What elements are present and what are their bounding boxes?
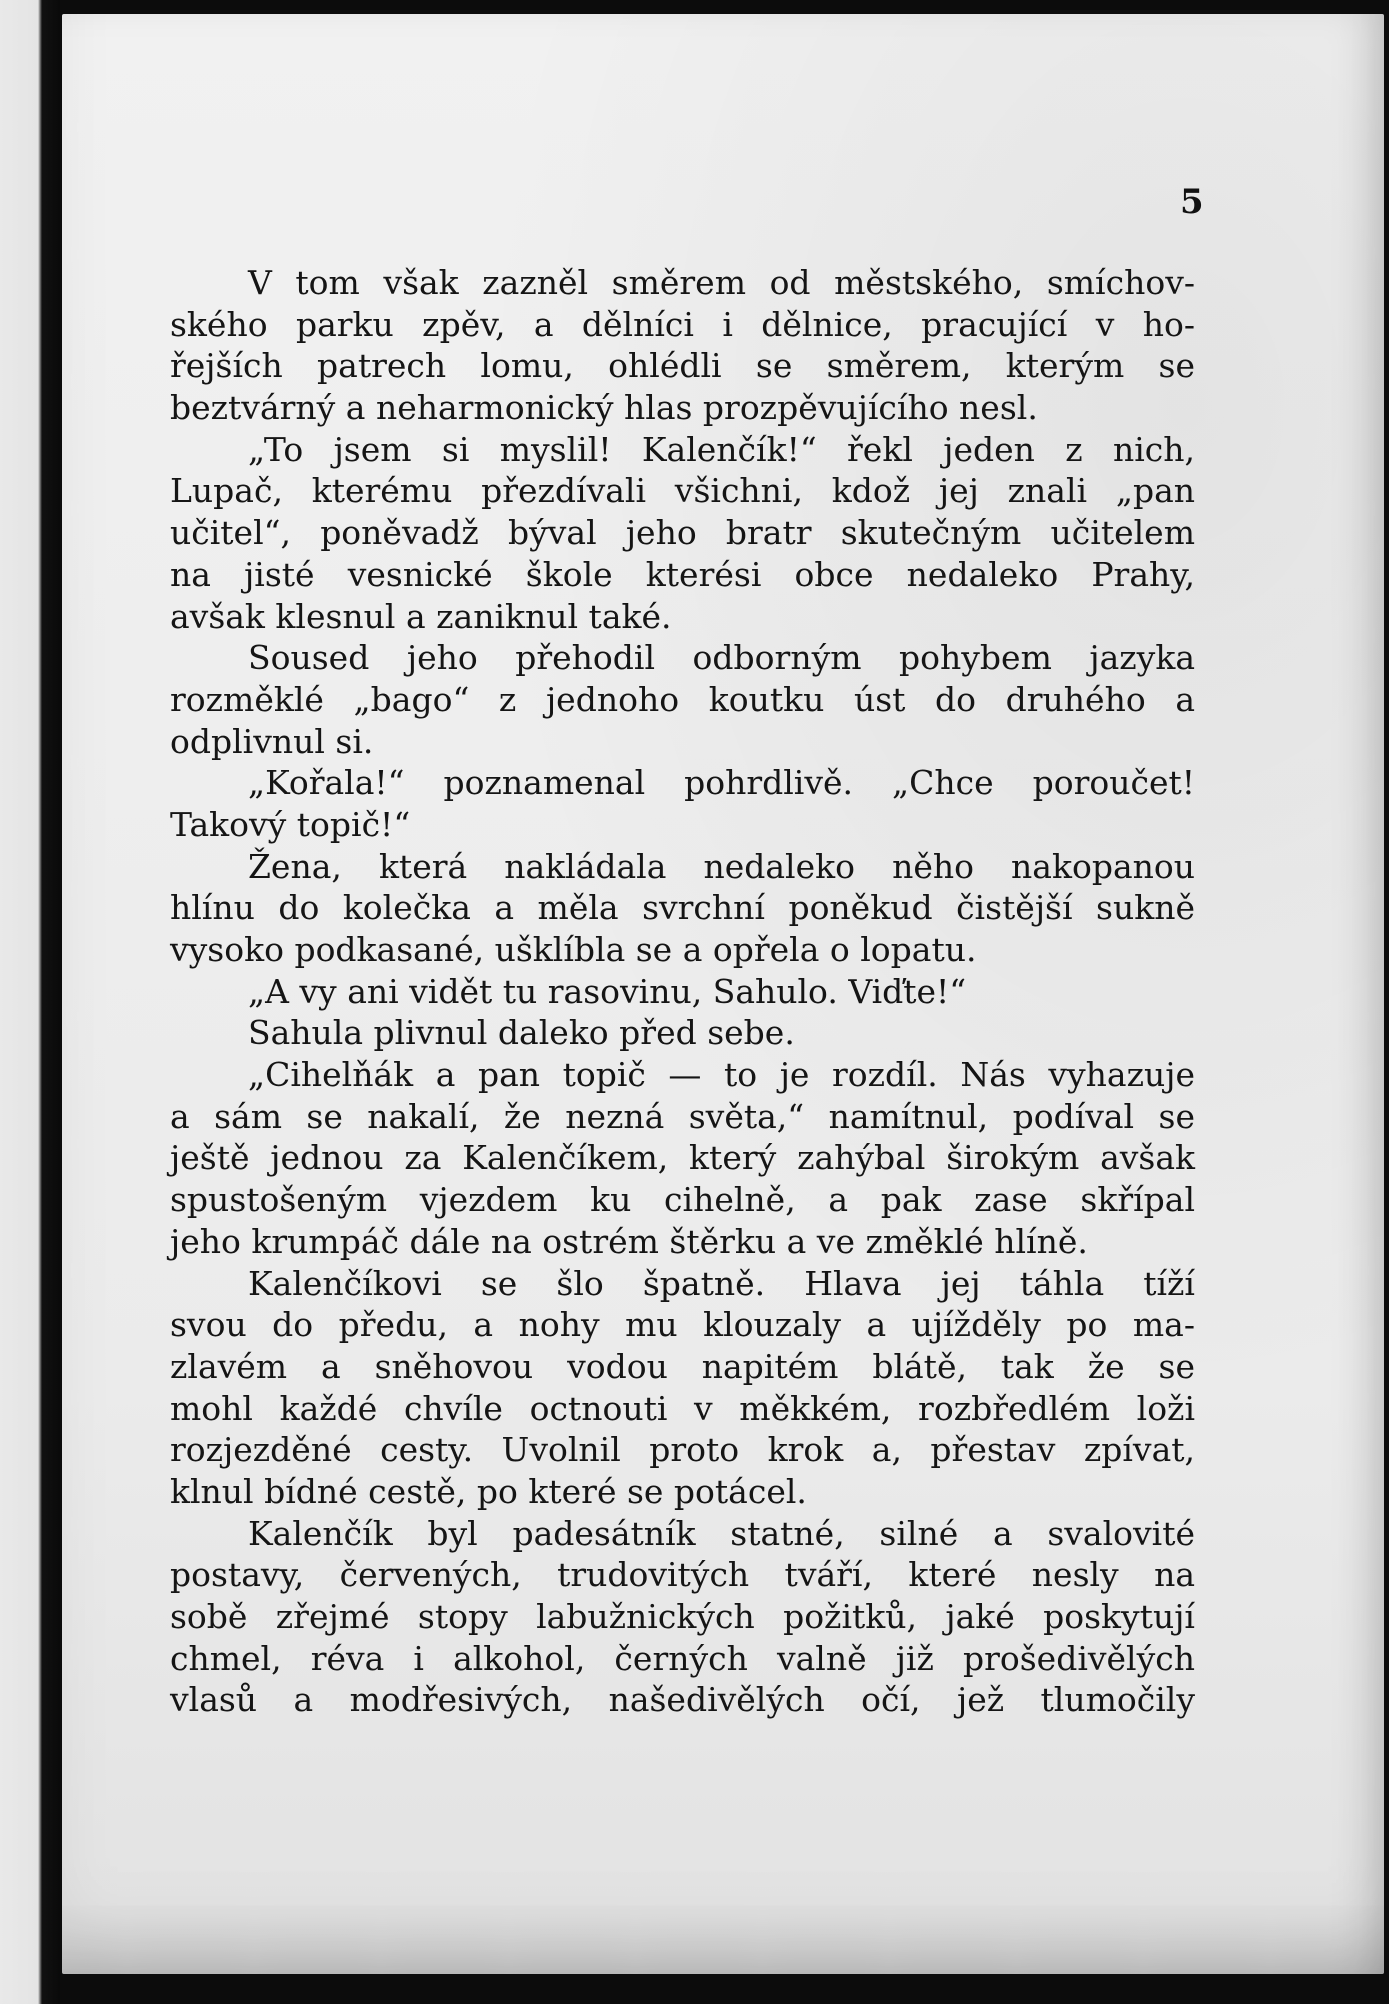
text-line bbox=[170, 762, 1195, 804]
text-line-content: beztvárný a neharmonický hlas prozpěvujícího nesl. bbox=[170, 388, 1038, 428]
text-line bbox=[170, 512, 1195, 554]
text-line bbox=[170, 345, 1195, 387]
text-line bbox=[170, 1388, 1195, 1430]
text-line-content: „Kořala!“ poznamenal pohrdlivě. „Chce poroučet! bbox=[248, 763, 1195, 803]
text-line bbox=[170, 470, 1195, 512]
text-line-content: Sahula plivnul daleko před sebe. bbox=[248, 1013, 795, 1053]
binding-edge bbox=[0, 0, 60, 2004]
text-line-content: postavy, červených, trudovitých tváří, které nesly na bbox=[170, 1555, 1195, 1595]
text-line bbox=[170, 262, 1195, 304]
text-line bbox=[170, 596, 1195, 638]
text-line-content: rozměklé „bago“ z jednoho koutku úst do druhého a bbox=[170, 679, 1195, 719]
text-line-content: jeho krumpáč dále na ostrém štěrku a ve změklé hlíně. bbox=[170, 1221, 1088, 1261]
text-line-content: mohl každé chvíle octnouti v měkkém, rozbředlém loži bbox=[170, 1388, 1195, 1428]
text-line bbox=[170, 1179, 1195, 1221]
text-line bbox=[170, 1554, 1195, 1596]
text-line-content: ského parku zpěv, a dělníci i dělnice, pracující v ho- bbox=[170, 304, 1195, 344]
text-line-content: na jisté vesnické škole kterési obce nedaleko Prahy, bbox=[170, 554, 1195, 594]
text-line bbox=[170, 1679, 1195, 1721]
text-line-content: chmel, réva i alkohol, černých valně již prošedivělých bbox=[170, 1638, 1195, 1678]
text-line bbox=[170, 1137, 1195, 1179]
text-line bbox=[170, 554, 1195, 596]
text-line-content: Takový topič!“ bbox=[170, 804, 411, 844]
text-line bbox=[170, 679, 1195, 721]
text-line bbox=[170, 1471, 1195, 1513]
text-line-content: řejších patrech lomu, ohlédli se směrem, kterým se bbox=[170, 346, 1195, 386]
text-line bbox=[170, 1221, 1195, 1263]
text-line-content: odplivnul si. bbox=[170, 721, 374, 761]
text-line-content: spustošeným vjezdem ku cihelně, a pak zase skřípal bbox=[170, 1180, 1195, 1220]
text-line bbox=[170, 1513, 1195, 1555]
text-line-content: Žena, která nakládala nedaleko něho nakopanou bbox=[248, 846, 1195, 886]
text-line bbox=[170, 304, 1195, 346]
text-line-content: vysoko podkasané, ušklíbla se a opřela o lopatu. bbox=[170, 930, 977, 969]
text-line bbox=[170, 1054, 1195, 1096]
text-line bbox=[170, 1596, 1195, 1638]
text-line bbox=[170, 1012, 1195, 1054]
text-line-content: učitel“, poněvadž býval jeho bratr skutečným učitelem bbox=[170, 513, 1195, 553]
text-line-content: „Cihelňák a pan topič — to je rozdíl. Nás vyhazuje bbox=[248, 1055, 1195, 1095]
body-text bbox=[170, 262, 1195, 1721]
text-line bbox=[170, 1096, 1195, 1138]
text-line bbox=[170, 1638, 1195, 1680]
text-line-content: V tom však zazněl směrem od městského, smíchov- bbox=[248, 263, 1195, 302]
text-line bbox=[170, 1304, 1195, 1346]
text-line-content: a sám se nakalí, že nezná světa,“ namítnul, podíval se bbox=[170, 1096, 1195, 1136]
text-line-content: Kalenčík byl padesátník statné, silné a svalovité bbox=[248, 1513, 1195, 1553]
text-line-content: „A vy ani vidět tu rasovinu, Sahulo. Viďte!“ bbox=[248, 971, 967, 1011]
text-line bbox=[170, 804, 1195, 846]
text-line-content: avšak klesnul a zaniknul také. bbox=[170, 596, 672, 636]
text-line-content: svou do předu, a nohy mu klouzaly a ujížděly po ma- bbox=[170, 1305, 1195, 1345]
text-line-content: rozjezděné cesty. Uvolnil proto krok a, přestav zpívat, bbox=[170, 1430, 1195, 1470]
text-line-content: Kalenčíkovi se šlo špatně. Hlava jej táhla tíží bbox=[248, 1263, 1195, 1303]
text-line bbox=[170, 1346, 1195, 1388]
text-line bbox=[170, 1263, 1195, 1305]
text-line bbox=[170, 429, 1195, 471]
text-line-content: ještě jednou za Kalenčíkem, který zahýbal širokým avšak bbox=[170, 1138, 1195, 1178]
text-line bbox=[170, 971, 1195, 1013]
text-line-content: hlínu do kolečka a měla svrchní poněkud čistější sukně bbox=[170, 888, 1195, 928]
text-line-content: „To jsem si myslil! Kalenčík!“ řekl jeden z nich, bbox=[248, 429, 1195, 469]
text-line-content: klnul bídné cestě, po které se potácel. bbox=[170, 1471, 807, 1511]
text-line-content: Soused jeho přehodil odborným pohybem jazyka bbox=[248, 638, 1195, 678]
text-line bbox=[170, 721, 1195, 763]
text-line bbox=[170, 637, 1195, 679]
text-line-content: sobě zřejmé stopy labužnických požitků, jaké poskytují bbox=[170, 1597, 1195, 1636]
text-line bbox=[170, 1429, 1195, 1471]
text-line-content: Lupač, kterému přezdívali všichni, kdož jej znali „pan bbox=[170, 471, 1195, 511]
page-number: 5 bbox=[1180, 182, 1204, 222]
text-line-content: zlavém a sněhovou vodou napitém blátě, tak že se bbox=[170, 1346, 1195, 1386]
text-line bbox=[170, 887, 1195, 929]
text-line-content: vlasů a modřesivých, našedivělých očí, jež tlumočily bbox=[170, 1680, 1195, 1720]
text-line bbox=[170, 929, 1195, 971]
text-line bbox=[170, 387, 1195, 429]
text-line bbox=[170, 846, 1195, 888]
